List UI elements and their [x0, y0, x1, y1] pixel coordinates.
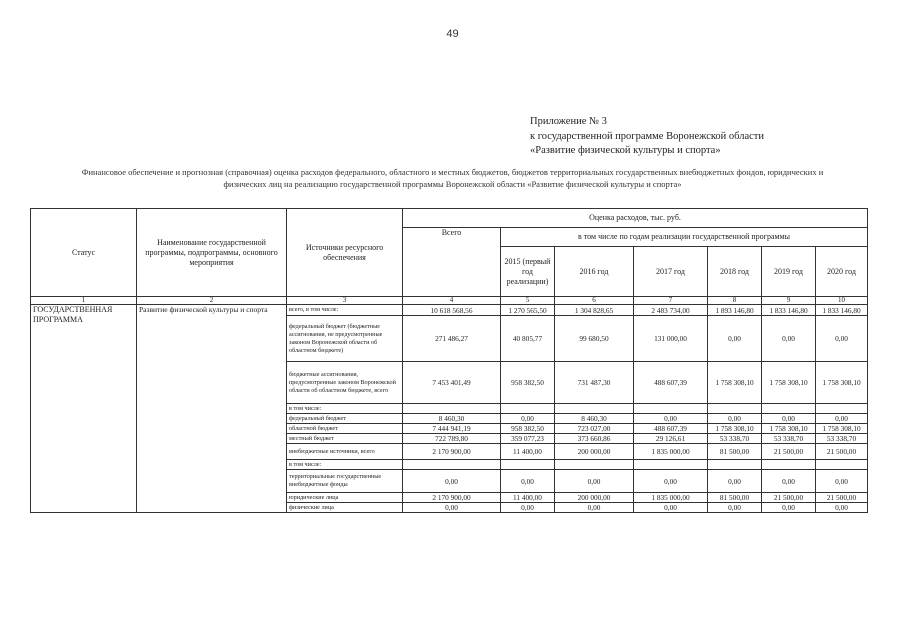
value-year: 0,00: [501, 414, 555, 424]
value-total: 722 789,80: [403, 434, 501, 444]
column-number: 5: [501, 297, 555, 305]
header-year-2018: 2018 год: [708, 247, 762, 297]
value-total: 271 486,27: [403, 316, 501, 362]
value-year: 1 758 308,10: [708, 362, 762, 404]
heading-line-1: Финансовое обеспечение и прогнозная (справочная) оценка расходов федерального, областного и местных бюджетов, бюджетов территориальных государственных внебюджетных фондов, юридических и: [81, 167, 824, 177]
value-year: 81 500,00: [708, 493, 762, 503]
value-year: [634, 460, 708, 470]
value-total: 7 444 941,19: [403, 424, 501, 434]
value-year: 11 400,00: [501, 444, 555, 460]
value-year: 0,00: [634, 414, 708, 424]
value-year: 21 500,00: [816, 493, 868, 503]
program-status: ГОСУДАРСТВЕННАЯ ПРОГРАММА: [31, 305, 137, 513]
value-year: [555, 404, 634, 414]
value-year: 0,00: [501, 503, 555, 513]
column-number: 4: [403, 297, 501, 305]
value-year: 488 607,39: [634, 362, 708, 404]
header-year-2017: 2017 год: [634, 247, 708, 297]
column-number: 3: [287, 297, 403, 305]
value-year: [501, 404, 555, 414]
funding-source: территориальные государственные внебюджетные фонды: [287, 470, 403, 493]
value-year: 200 000,00: [555, 493, 634, 503]
header-by-years: в том числе по годам реализации государственной программы: [501, 228, 868, 247]
value-total: [403, 404, 501, 414]
value-total: 8 460,30: [403, 414, 501, 424]
value-year: 1 835 000,00: [634, 493, 708, 503]
value-total: 0,00: [403, 470, 501, 493]
value-year: 0,00: [816, 470, 868, 493]
header-year-2020: 2020 год: [816, 247, 868, 297]
value-year: 1 304 828,65: [555, 305, 634, 316]
page-number: 49: [446, 28, 459, 40]
column-number: 9: [762, 297, 816, 305]
value-year: 0,00: [708, 503, 762, 513]
value-year: 731 487,30: [555, 362, 634, 404]
value-year: 958 382,50: [501, 424, 555, 434]
value-year: 0,00: [708, 470, 762, 493]
value-total: 10 618 568,56: [403, 305, 501, 316]
program-name: Развитие физической культуры и спорта: [137, 305, 287, 513]
value-year: 723 027,00: [555, 424, 634, 434]
value-year: [555, 460, 634, 470]
value-year: 11 400,00: [501, 493, 555, 503]
funding-source: юридические лица: [287, 493, 403, 503]
value-year: [708, 404, 762, 414]
appendix-block: [530, 115, 764, 159]
value-total: 2 170 900,00: [403, 444, 501, 460]
value-year: 1 893 146,80: [708, 305, 762, 316]
funding-source: физические лица: [287, 503, 403, 513]
value-year: 0,00: [708, 414, 762, 424]
column-number: 1: [31, 297, 137, 305]
value-year: 40 805,77: [501, 316, 555, 362]
header-year-2015: 2015 (первый год реализации): [501, 247, 555, 297]
value-year: 81 500,00: [708, 444, 762, 460]
value-year: 1 758 308,10: [816, 424, 868, 434]
value-total: 7 453 401,49: [403, 362, 501, 404]
header-year-2019: 2019 год: [762, 247, 816, 297]
funding-source: в том числе:: [287, 404, 403, 414]
funding-source: всего, в том числе:: [287, 305, 403, 316]
value-year: 0,00: [762, 316, 816, 362]
value-year: 488 607,39: [634, 424, 708, 434]
value-year: 0,00: [762, 470, 816, 493]
value-year: 0,00: [816, 414, 868, 424]
funding-source: в том числе:: [287, 460, 403, 470]
value-year: 359 077,23: [501, 434, 555, 444]
header-source: Источники ресурсного обеспечения: [287, 209, 403, 297]
table-row: [31, 305, 868, 316]
value-year: 0,00: [501, 470, 555, 493]
value-year: 53 338,70: [816, 434, 868, 444]
value-year: 1 758 308,10: [708, 424, 762, 434]
value-year: 958 382,50: [501, 362, 555, 404]
value-year: [501, 460, 555, 470]
value-year: 1 758 308,10: [762, 362, 816, 404]
column-number: 6: [555, 297, 634, 305]
value-year: 131 000,00: [634, 316, 708, 362]
value-year: [762, 404, 816, 414]
funding-source: внебюджетные источники, всего: [287, 444, 403, 460]
header-name: Наименование государственной программы, подпрограммы, основного мероприятия: [137, 209, 287, 297]
header-total: Всего: [403, 228, 501, 297]
value-year: 0,00: [555, 503, 634, 513]
value-year: 0,00: [816, 503, 868, 513]
header-estimate: Оценка расходов, тыс. руб.: [403, 209, 868, 228]
value-year: [708, 460, 762, 470]
value-year: 8 460,30: [555, 414, 634, 424]
value-year: 53 338,70: [762, 434, 816, 444]
column-number: 7: [634, 297, 708, 305]
value-year: 200 000,00: [555, 444, 634, 460]
header-status: Статус: [31, 209, 137, 297]
value-year: 2 483 734,00: [634, 305, 708, 316]
value-year: [816, 460, 868, 470]
value-year: 21 500,00: [816, 444, 868, 460]
value-year: 0,00: [634, 503, 708, 513]
value-year: 29 126,61: [634, 434, 708, 444]
column-number-row: [31, 297, 868, 305]
value-year: 1 270 565,50: [501, 305, 555, 316]
value-year: 0,00: [555, 470, 634, 493]
column-number: 10: [816, 297, 868, 305]
value-year: [762, 460, 816, 470]
column-number: 2: [137, 297, 287, 305]
financing-table: [30, 208, 868, 513]
value-total: [403, 460, 501, 470]
value-year: 0,00: [762, 503, 816, 513]
value-year: 21 500,00: [762, 444, 816, 460]
header-year-2016: 2016 год: [555, 247, 634, 297]
value-total: 2 170 900,00: [403, 493, 501, 503]
appendix-line-1: Приложение № 3: [530, 116, 607, 127]
value-year: 0,00: [708, 316, 762, 362]
document-heading: [40, 166, 865, 190]
appendix-line-2: к государственной программе Воронежской области: [530, 130, 765, 142]
value-year: 21 500,00: [762, 493, 816, 503]
funding-source: местный бюджет: [287, 434, 403, 444]
value-year: 1 758 308,10: [816, 362, 868, 404]
heading-line-2: физических лиц на реализацию государственной программы Воронежской области «Развитие физической культуры и спорта»: [223, 179, 682, 189]
value-total: 0,00: [403, 503, 501, 513]
value-year: 1 758 308,10: [762, 424, 816, 434]
column-number: 8: [708, 297, 762, 305]
value-year: [816, 404, 868, 414]
appendix-line-3: «Развитие физической культуры и спорта»: [530, 145, 721, 156]
value-year: 0,00: [816, 316, 868, 362]
value-year: [634, 404, 708, 414]
value-year: 373 660,86: [555, 434, 634, 444]
value-year: 1 833 146,80: [816, 305, 868, 316]
funding-source: бюджетные ассигнования, предусмотренные законом Воронежской области об областном бюджете, всего: [287, 362, 403, 404]
funding-source: федеральный бюджет (бюджетные ассигнования, не предусмотренные законом Воронежской области об областном бюджете): [287, 316, 403, 362]
funding-source: федеральный бюджет: [287, 414, 403, 424]
value-year: 99 680,50: [555, 316, 634, 362]
value-year: 0,00: [634, 470, 708, 493]
value-year: 1 835 000,00: [634, 444, 708, 460]
value-year: 53 338,70: [708, 434, 762, 444]
value-year: 1 833 146,80: [762, 305, 816, 316]
value-year: 0,00: [762, 414, 816, 424]
funding-source: областной бюджет: [287, 424, 403, 434]
